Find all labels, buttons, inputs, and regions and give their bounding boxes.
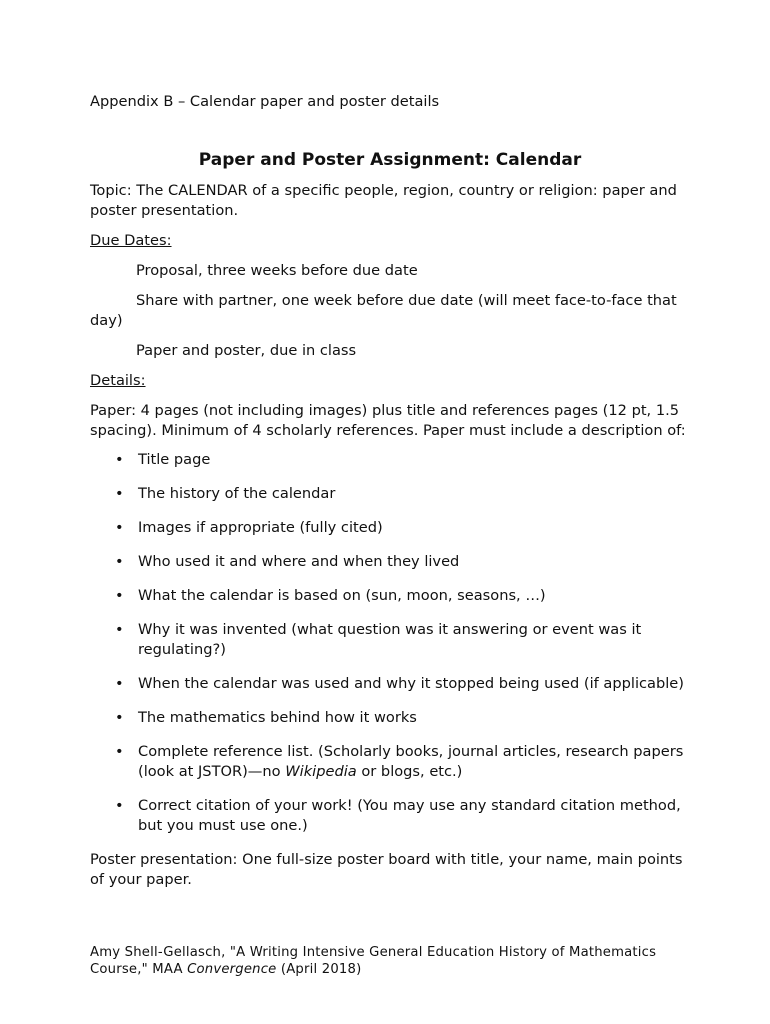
- bullet-icon: •: [115, 675, 124, 692]
- due-date-item: Share with partner, one week before due date (will meet face-to-face that day): [90, 292, 677, 329]
- list-item-text-part: or blogs, etc.): [356, 763, 463, 780]
- citation-footer: [90, 944, 700, 978]
- list-item: [90, 708, 690, 728]
- paper-requirements: Paper: 4 pages (not including images) plus title and references pages (12 pt, 1.5 spacing). Minimum of 4 scholarly references. Paper must include a description of:: [90, 402, 686, 439]
- list-item-text: Title page: [138, 451, 211, 468]
- bullet-icon: •: [115, 743, 124, 760]
- list-item-text: When the calendar was used and why it stopped being used (if applicable): [138, 675, 684, 692]
- list-item: [90, 518, 690, 538]
- list-item-text: What the calendar is based on (sun, moon, seasons, …): [138, 587, 546, 604]
- page-title: Paper and Poster Assignment: Calendar: [198, 150, 582, 170]
- paper-contents-list: [90, 450, 690, 836]
- bullet-icon: •: [115, 519, 124, 536]
- list-item: [90, 674, 690, 694]
- appendix-label: Appendix B – Calendar paper and poster details: [90, 93, 440, 110]
- list-item: [90, 796, 690, 836]
- topic-paragraph: Topic: The CALENDAR of a specific people, region, country or religion: paper and poster presentation.: [90, 182, 677, 219]
- bullet-icon: •: [115, 451, 124, 468]
- citation-text: Amy Shell-Gellasch, "A Writing Intensive General Education History of Mathematics Course," MAA: [90, 945, 657, 977]
- list-item-text: The history of the calendar: [138, 485, 336, 502]
- bullet-icon: •: [115, 621, 124, 638]
- list-item-text: Who used it and where and when they lived: [138, 553, 460, 570]
- citation-date: (April 2018): [276, 962, 362, 977]
- bullet-icon: •: [115, 553, 124, 570]
- due-date-item: Proposal, three weeks before due date: [136, 262, 418, 279]
- list-item: [90, 484, 690, 504]
- bullet-icon: •: [115, 485, 124, 502]
- list-item-text: Correct citation of your work! (You may use any standard citation method, but you must use one.): [138, 797, 681, 834]
- list-item: [90, 742, 690, 782]
- wikipedia-emphasis: Wikipedia: [285, 763, 357, 780]
- details-heading: Details:: [90, 372, 146, 389]
- list-item: [90, 552, 690, 572]
- list-item-text: The mathematics behind how it works: [138, 709, 417, 726]
- list-item-text: [138, 743, 683, 780]
- list-item: [90, 450, 690, 470]
- poster-requirements: Poster presentation: One full-size poster board with title, your name, main points of your paper.: [90, 851, 683, 888]
- bullet-icon: •: [115, 797, 124, 814]
- due-dates-heading: Due Dates:: [90, 232, 172, 249]
- list-item: [90, 620, 690, 660]
- list-item-text: Images if appropriate (fully cited): [138, 519, 383, 536]
- list-item-text-part: Complete reference list. (Scholarly books, journal articles, research papers (look at JSTOR)—no: [138, 743, 684, 780]
- due-date-item: Paper and poster, due in class: [136, 342, 357, 359]
- journal-name: Convergence: [187, 962, 277, 977]
- bullet-icon: •: [115, 709, 124, 726]
- list-item: [90, 586, 690, 606]
- bullet-icon: •: [115, 587, 124, 604]
- list-item-text: Why it was invented (what question was it answering or event was it regulating?): [138, 621, 642, 658]
- document-body: [90, 92, 690, 890]
